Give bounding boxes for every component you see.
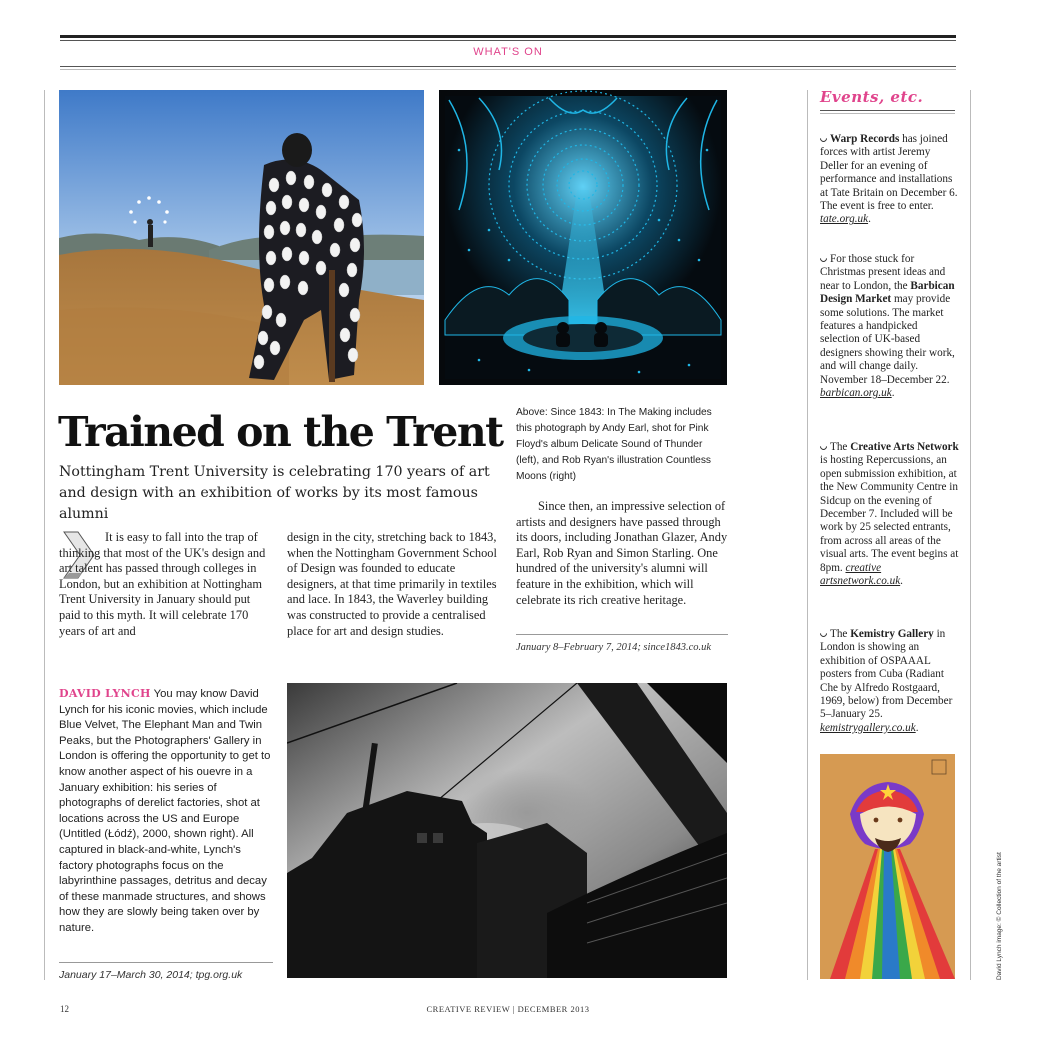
header-rule-thin — [60, 40, 956, 41]
bullet-icon — [819, 254, 829, 264]
radiant-che-poster — [820, 754, 955, 979]
right-margin-rule — [970, 90, 971, 980]
bullet-icon — [819, 629, 829, 639]
header-rule-under-light — [60, 69, 956, 70]
bullet-icon — [819, 134, 829, 144]
event-link[interactable]: creative artsnetwork.co.uk — [820, 561, 901, 588]
article-headline: Trained on the Trent — [58, 408, 503, 456]
events-divider — [807, 90, 808, 980]
event-item-barbican: For those stuck for Christmas present ideas and near to London, the Barbican Design Market may provide some solutions. The market features a handpicked selection of UK-based designers showing their work, and will change daily. November 18–December 22. barbican.org.uk. — [820, 253, 955, 400]
section-label: WHAT'S ON — [473, 46, 543, 58]
event-item-kemistry-gallery: The Kemistry Gallery in London is showing an exhibition of OSPAAAL posters from Cuba (Radiant Che by Alfredo Rostgaard, 1969, below) from December 5–January 25. kemistrygallery.co.uk. — [820, 628, 953, 734]
lynch-dates-rule — [59, 962, 273, 963]
lynch-item — [59, 686, 273, 937]
event-item-creative-arts-network: The Creative Arts Network is hosting Repercussions, an open submission exhibition, at the New Community Centre in Sidcup on the evening of December 7. Included will be work by 25 selected entrants, from across all areas of the visual arts. The event begins at 8pm. creative artsnetwork.co.uk. — [820, 441, 959, 588]
header-rule — [60, 35, 956, 38]
article-standfirst: Nottingham Trent University is celebrating 170 years of art and design with an exhibition of works by its most famous alumni — [59, 464, 490, 522]
magazine-footer: CREATIVE REVIEW | DECEMBER 2013 — [426, 1004, 590, 1014]
bullet-icon — [819, 442, 829, 452]
article-body-col1: It is easy to fall into the trap of thinking that most of the UK's design and art talent has passed through colleges in London, but an exhibition at Nottingham Trent University in January should put paid to this myth. It will celebrate 170 years of art and — [59, 530, 266, 638]
events-rule — [820, 110, 955, 111]
image-credit: David Lynch image: © Collection of the artist — [996, 852, 1003, 980]
event-link[interactable]: kemistrygallery.co.uk — [820, 721, 916, 734]
dates-rule — [516, 634, 728, 635]
countless-moons-illustration — [439, 90, 727, 385]
lynch-factory-photo — [287, 683, 727, 978]
lynch-dates: January 17–March 30, 2014; tpg.org.uk — [59, 969, 243, 981]
events-rule-light — [820, 113, 955, 114]
left-margin-rule — [44, 90, 45, 980]
article-dates: January 8–February 7, 2014; since1843.co.uk — [516, 642, 712, 653]
lynch-kicker: DAVID LYNCH — [59, 687, 151, 700]
event-link[interactable]: barbican.org.uk — [820, 387, 892, 400]
page-number: 12 — [60, 1004, 69, 1014]
events-title: Events, etc. — [820, 88, 924, 106]
article-body-col3: Since then, an impressive selection of artists and designers have passed through its doors, including Jonathan Glazer, Andy Earl, Rob Ryan and Simon Starling. One hundred of the university's alumni will feature in the exhibition, which will celebrate its rich creative heritage. — [516, 499, 728, 607]
image-caption: Above: Since 1843: In The Making includes this photograph by Andy Earl, shot for Pink Floyd's album Delicate Sound of Thunder (left), and Rob Ryan's illustration Countless Moons (right) — [516, 407, 712, 482]
pink-floyd-photo — [59, 90, 424, 385]
lynch-text: You may know David Lynch for his iconic movies, which include Blue Velvet, The Elephant Man and Twin Peaks, but the Photographers' Gallery in London is offering the opportunity to get to know another aspect of his ouevre in a January exhibition: his series of photographs of derelict factories, shot at locations across the US and Europe (Untitled (Łódź), 2000, shown right). All captured in black-and-white, Lynch's factory photographs focus on the labyrinthine passages, detritus and decay of these manmade structures, and shows how they are slowly being taken over by nature. — [59, 688, 271, 934]
event-item-warp-records: Warp Records has joined forces with artist Jeremy Deller for an evening of performance and installations at Tate Britain on December 6. The event is free to enter. tate.org.uk. — [820, 133, 958, 226]
event-link[interactable]: tate.org.uk — [820, 213, 869, 226]
article-body-col2: design in the city, stretching back to 1843, when the Nottingham Government School of Design was founded to educate designers, at that time primarily in textiles and lace. In 1843, the Waverley building was constructed to provide a centralised place for art and design studies. — [287, 530, 497, 638]
header-rule-under — [60, 66, 956, 67]
